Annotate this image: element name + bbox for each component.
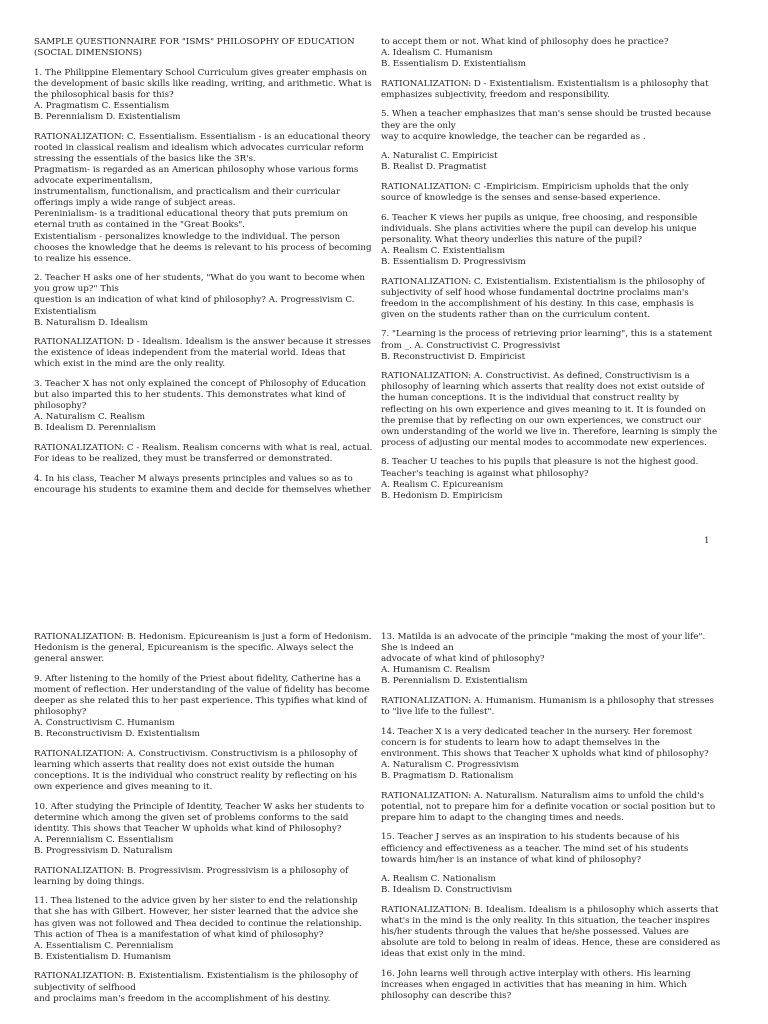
text-block: [34, 971, 368, 1004]
text-line: reflecting on his own experience and gives meaning to it. It is founded on: [381, 404, 706, 415]
text-line: philosophy of learning which asserts that reality does not exist outside of: [381, 382, 705, 393]
text-line: RATIONALIZATION: C. Essentialism. Essentialism - is an educational theory: [34, 131, 371, 142]
text-line: stressing the essentials of the basics like the 3R's.: [34, 153, 256, 164]
text-line: Hedonism is the general, Epicureanism is the specific. Always select the: [34, 643, 354, 654]
text-block: [34, 473, 371, 496]
text-line: B. Naturalism D. Idealism: [34, 317, 148, 328]
text-block: [381, 151, 715, 173]
text-line: 1. The Philippine Elementary School Curriculum gives greater emphasis on: [34, 67, 368, 78]
text-line: philosophy?: [34, 401, 87, 412]
text-line: RATIONALIZATION: B. Existentialism. Existentialism is the philosophy of: [34, 971, 358, 982]
text-line: to "live life to the fullest".: [381, 707, 495, 718]
text-line: advocate of what kind of philosophy?: [381, 654, 545, 665]
text-line: B. Essentialism D. Existentialism: [381, 59, 526, 70]
text-line: For ideas to be realized, they must be transferred or demonstrated.: [34, 454, 333, 465]
text-line: 9. After listening to the homily of the Priest about fidelity, Catherine has a: [34, 673, 361, 684]
text-line: learning by doing things.: [34, 876, 145, 887]
text-block: [381, 371, 718, 449]
text-line: given on the students rather than on the curriculum content.: [381, 309, 651, 320]
text-line: 14. Teacher X is a very dedicated teacher in the nursery. Her foremost: [381, 726, 692, 737]
text-line: She is indeed an: [381, 643, 454, 654]
text-line: A. Realism C. Existentialism: [381, 245, 505, 256]
text-line: A. Humanism C. Realism: [381, 665, 491, 676]
text-block: [34, 866, 368, 888]
text-line: instrumentalism, functionalism, and practicalism and their curricular: [34, 187, 341, 198]
text-line: 13. Matilda is an advocate of the principle "making the most of your life".: [381, 632, 706, 642]
text-line: B. Perennialism D. Existentialism: [34, 112, 181, 123]
text-line: from _. A. Constructivist C. Progressivist: [381, 340, 561, 351]
text-line: A. Essentialism C. Perennialism: [34, 940, 174, 951]
page-gap: [0, 556, 768, 618]
text-line: RATIONALIZATION: A. Constructivist. As defined, Constructivism is a: [381, 371, 690, 382]
text-block: [381, 109, 715, 142]
text-line: Pereninialism- is a traditional educational theory that puts premium on: [34, 209, 348, 220]
text-line: 5. When a teacher emphasizes that man's sense should be trusted because: [381, 109, 711, 120]
text-block: [34, 896, 368, 963]
text-line: you grow up?" This: [34, 284, 119, 295]
text-line: the philosophical basis for this?: [34, 89, 174, 100]
text-line: (SOCIAL DIMENSIONS): [34, 48, 143, 59]
text-line: encourage his students to examine them and decide for themselves whether: [34, 484, 371, 495]
text-line: moment of reflection. Her understanding of the value of fidelity has become: [34, 684, 370, 695]
text-line: RATIONALIZATION: A. Humanism. Humanism is a philosophy that stresses: [381, 695, 714, 706]
text-line: his/her students through the values that he/she possessed. Values are: [381, 927, 689, 938]
text-block: [381, 874, 715, 896]
text-block: [381, 727, 715, 782]
text-line: A. Idealism C. Humanism: [381, 48, 493, 59]
text-block: [381, 79, 715, 101]
text-block: [381, 329, 715, 362]
text-line: 15. Teacher J serves as an inspiration to his students because of his: [381, 832, 680, 843]
text-line: Existentialism: [34, 306, 97, 317]
text-block: [34, 632, 372, 665]
text-line: This action of Thea is a manifestation of what kind of philosophy?: [34, 929, 324, 940]
text-line: individuals. She plans activities where the pupil can develop his unique: [381, 223, 697, 234]
text-line: the premise that by reflecting on our own experiences, we construct our: [381, 415, 701, 426]
text-block: [34, 674, 368, 741]
text-line: question is an indication of what kind of philosophy? A. Progressivism C.: [34, 295, 355, 306]
text-block: [381, 182, 715, 204]
text-line: RATIONALIZATION: A. Naturalism. Naturalism aims to unfold the child's: [381, 790, 704, 801]
text-line: prepare him to adapt to the changing times and needs.: [381, 812, 624, 823]
text-line: Existentialism - personalizes knowledge to the individual. The person: [34, 231, 341, 242]
text-block: [34, 67, 372, 123]
text-line: 2. Teacher H asks one of her students, "What do you want to become when: [34, 273, 366, 284]
text-line: RATIONALIZATION: A. Constructivism. Constructivism is a philosophy of: [34, 748, 358, 759]
text-line: way to acquire knowledge, the teacher can be regarded as .: [381, 131, 646, 142]
text-line: increases when engaged in activities that has meaning in him. Which: [381, 979, 687, 990]
text-line: B. Essentialism D. Progressivism: [381, 257, 526, 267]
text-line: B. Progressivism D. Naturalism: [34, 846, 173, 857]
text-block: [381, 696, 715, 718]
page2-left-column: [34, 632, 372, 1013]
text-line: B. Hedonism D. Empiricism: [381, 490, 503, 501]
text-line: source of knowledge is the senses and sense-based experience.: [381, 193, 661, 204]
text-block: [34, 337, 371, 370]
text-line: RATIONALIZATION: D - Idealism. Idealism is the answer because it stresses: [34, 337, 371, 348]
text-block: [34, 131, 372, 265]
text-line: and proclaims man's freedom in the accomplishment of his destiny.: [34, 993, 331, 1004]
text-line: general answer.: [34, 654, 105, 665]
page1-left-column: [34, 37, 373, 504]
text-line: eternal truth as contained in the "Great Books".: [34, 220, 246, 231]
text-block: [34, 273, 368, 328]
page-number: 1: [704, 536, 710, 546]
text-line: the human conceptions. It is the individual that construct reality by: [381, 393, 679, 404]
text-line: 7. "Learning is the process of retrieving prior learning", this is a statement: [381, 329, 713, 340]
text-line: philosophy?: [34, 707, 87, 718]
text-line: personality. What theory underlies this nature of the pupil?: [381, 234, 642, 245]
text-line: offerings imply a wide range of subject areas.: [34, 198, 236, 209]
text-block: [381, 832, 715, 865]
text-line: emphasizes subjectivity, freedom and responsibility.: [381, 89, 610, 100]
text-line: subjectivity of selfhood: [34, 982, 136, 993]
text-line: ideas that exist only in the mind.: [381, 949, 526, 960]
text-line: 4. In his class, Teacher M always presents principles and values so as to: [34, 473, 353, 484]
text-line: RATIONALIZATION: B. Hedonism. Epicureanism is just a form of Hedonism.: [34, 632, 372, 642]
text-line: which exist in the mind are the only reality.: [34, 359, 226, 370]
text-line: 11. Thea listened to the advice given by her sister to end the relationship: [34, 896, 358, 907]
page1-right-column: [381, 37, 718, 510]
text-line: Pragmatism- is regarded as an American philosophy whose various forms: [34, 164, 359, 175]
text-line: RATIONALIZATION: C -Empiricism. Empiricism upholds that the only: [381, 181, 689, 192]
text-line: 16. John learns well through active interplay with others. His learning: [381, 968, 691, 979]
text-line: A. Naturalism C. Progressivism: [381, 759, 520, 770]
text-line: B. Idealism D. Perennialism: [34, 423, 156, 434]
text-line: the existence of ideas independent from the material world. Ideas that: [34, 348, 346, 359]
text-line: absolute are told to belong in realm of ideas. Hence, these are considered as: [381, 938, 721, 949]
text-line: RATIONALIZATION: C. Existentialism. Existentialism is the philosophy of: [381, 276, 705, 287]
text-line: A. Perennialism C. Essentialism: [34, 835, 174, 845]
text-line: A. Realism C. Nationalism: [381, 874, 496, 885]
text-block: [34, 749, 368, 793]
text-line: RATIONALIZATION: D - Existentialism. Existentialism is a philosophy that: [381, 78, 709, 89]
text-line: B. Idealism D. Constructivism: [381, 885, 513, 896]
text-line: A. Pragmatism C. Essentialism: [34, 100, 170, 111]
text-block: [381, 904, 721, 960]
text-line: deeper as she related this to her past experience. This typifies what kind of: [34, 695, 367, 706]
text-line: RATIONALIZATION: B. Idealism. Idealism is a philosophy which asserts that: [381, 904, 719, 915]
text-line: process of adjusting our mental modes to accommodate new experiences.: [381, 437, 707, 448]
text-block: [381, 37, 715, 70]
text-line: B. Realist D. Pragmatist: [381, 162, 487, 173]
text-line: concern is for students to learn how to adapt themselves in the: [381, 737, 660, 748]
text-line: but also imparted this to her students. This demonstrates what kind of: [34, 390, 346, 401]
text-line: own experience and gives meaning to it.: [34, 782, 213, 793]
text-line: A. Naturalism C. Realism: [34, 412, 145, 423]
text-block: [34, 443, 373, 465]
text-line: B. Perennialism D. Existentialism: [381, 676, 528, 687]
text-line: advocate experimentalism,: [34, 176, 153, 187]
text-line: determine which among the given set of problems conforms to the said: [34, 812, 349, 823]
text-line: B. Reconstructivist D. Empiricist: [381, 351, 526, 362]
text-line: own understanding of the world we live in. Therefore, learning is simply the: [381, 426, 718, 437]
text-line: 6. Teacher K views her pupils as unique, free choosing, and responsible: [381, 212, 698, 223]
text-line: SAMPLE QUESTIONNAIRE FOR "ISMS" PHILOSOPHY OF EDUCATION: [34, 37, 355, 47]
text-line: RATIONALIZATION: C - Realism. Realism concerns with what is real, actual.: [34, 443, 373, 453]
text-line: B. Existentialism D. Humanism: [34, 951, 171, 962]
text-line: 3. Teacher X has not only explained the concept of Philosophy of Education: [34, 379, 366, 390]
text-block: [381, 632, 715, 687]
text-line: towards him/her is an instance of what kind of philosophy?: [381, 854, 642, 865]
text-line: A. Naturalist C. Empiricist: [381, 151, 498, 162]
text-line: 8. Teacher U teaches to his pupils that pleasure is not the highest good.: [381, 457, 699, 468]
text-line: conceptions. It is the individual who construct reality by reflecting on his: [34, 771, 357, 782]
text-line: to realize his essence.: [34, 253, 132, 264]
page2-right-column: [381, 632, 721, 1011]
text-line: what's in the mind is the only reality. In this situation, the teacher inspires: [381, 915, 710, 926]
text-line: B. Pragmatism D. Rationalism: [381, 771, 514, 782]
text-line: Teacher's teaching is against what philosophy?: [381, 468, 589, 479]
text-block: [34, 37, 368, 59]
text-line: RATIONALIZATION: B. Progressivism. Progressivism is a philosophy of: [34, 865, 349, 876]
text-line: identity. This shows that Teacher W upholds what kind of Philosophy?: [34, 823, 342, 834]
text-line: to accept them or not. What kind of philosophy does he practice?: [381, 37, 669, 47]
text-block: [381, 457, 715, 501]
text-line: efficiency and effectiveness as a teacher. The mind set of his students: [381, 843, 689, 854]
text-line: 10. After studying the Principle of Identity, Teacher W asks her students to: [34, 801, 365, 812]
text-block: [381, 791, 715, 824]
text-block: [381, 213, 715, 268]
text-line: the development of basic skills like reading, writing, and arithmetic. What is: [34, 78, 372, 89]
text-line: has given was not followed and Thea decided to continue the relationship.: [34, 918, 362, 929]
text-line: that she has with Gilbert. However, her sister learned that the advice she: [34, 907, 359, 918]
text-line: B. Reconstructivism D. Existentialism: [34, 729, 200, 740]
text-line: chooses the knowledge that he deems is relevant to his process of becoming: [34, 242, 372, 253]
text-line: learning which asserts that reality does not exist outside the human: [34, 759, 335, 770]
text-line: freedom in the accomplishment of his destiny. In this case, emphasis is: [381, 298, 694, 309]
text-line: they are the only: [381, 120, 456, 131]
text-line: A. Realism C. Epicureanism: [381, 479, 504, 490]
text-line: philosophy can describe this?: [381, 991, 512, 1002]
text-line: potential, not to prepare him for a definite vocation or social position but to: [381, 801, 716, 812]
text-block: [381, 277, 715, 321]
text-block: [34, 802, 368, 857]
text-block: [381, 969, 715, 1002]
text-line: A. Constructivism C. Humanism: [34, 718, 175, 729]
text-block: [34, 379, 368, 434]
text-line: environment. This shows that Teacher X upholds what kind of philosophy?: [381, 748, 709, 759]
text-line: rooted in classical realism and idealism which advocates curricular reform: [34, 142, 364, 153]
text-line: subjectivity of self hood whose fundamental doctrine proclaims man's: [381, 287, 689, 298]
